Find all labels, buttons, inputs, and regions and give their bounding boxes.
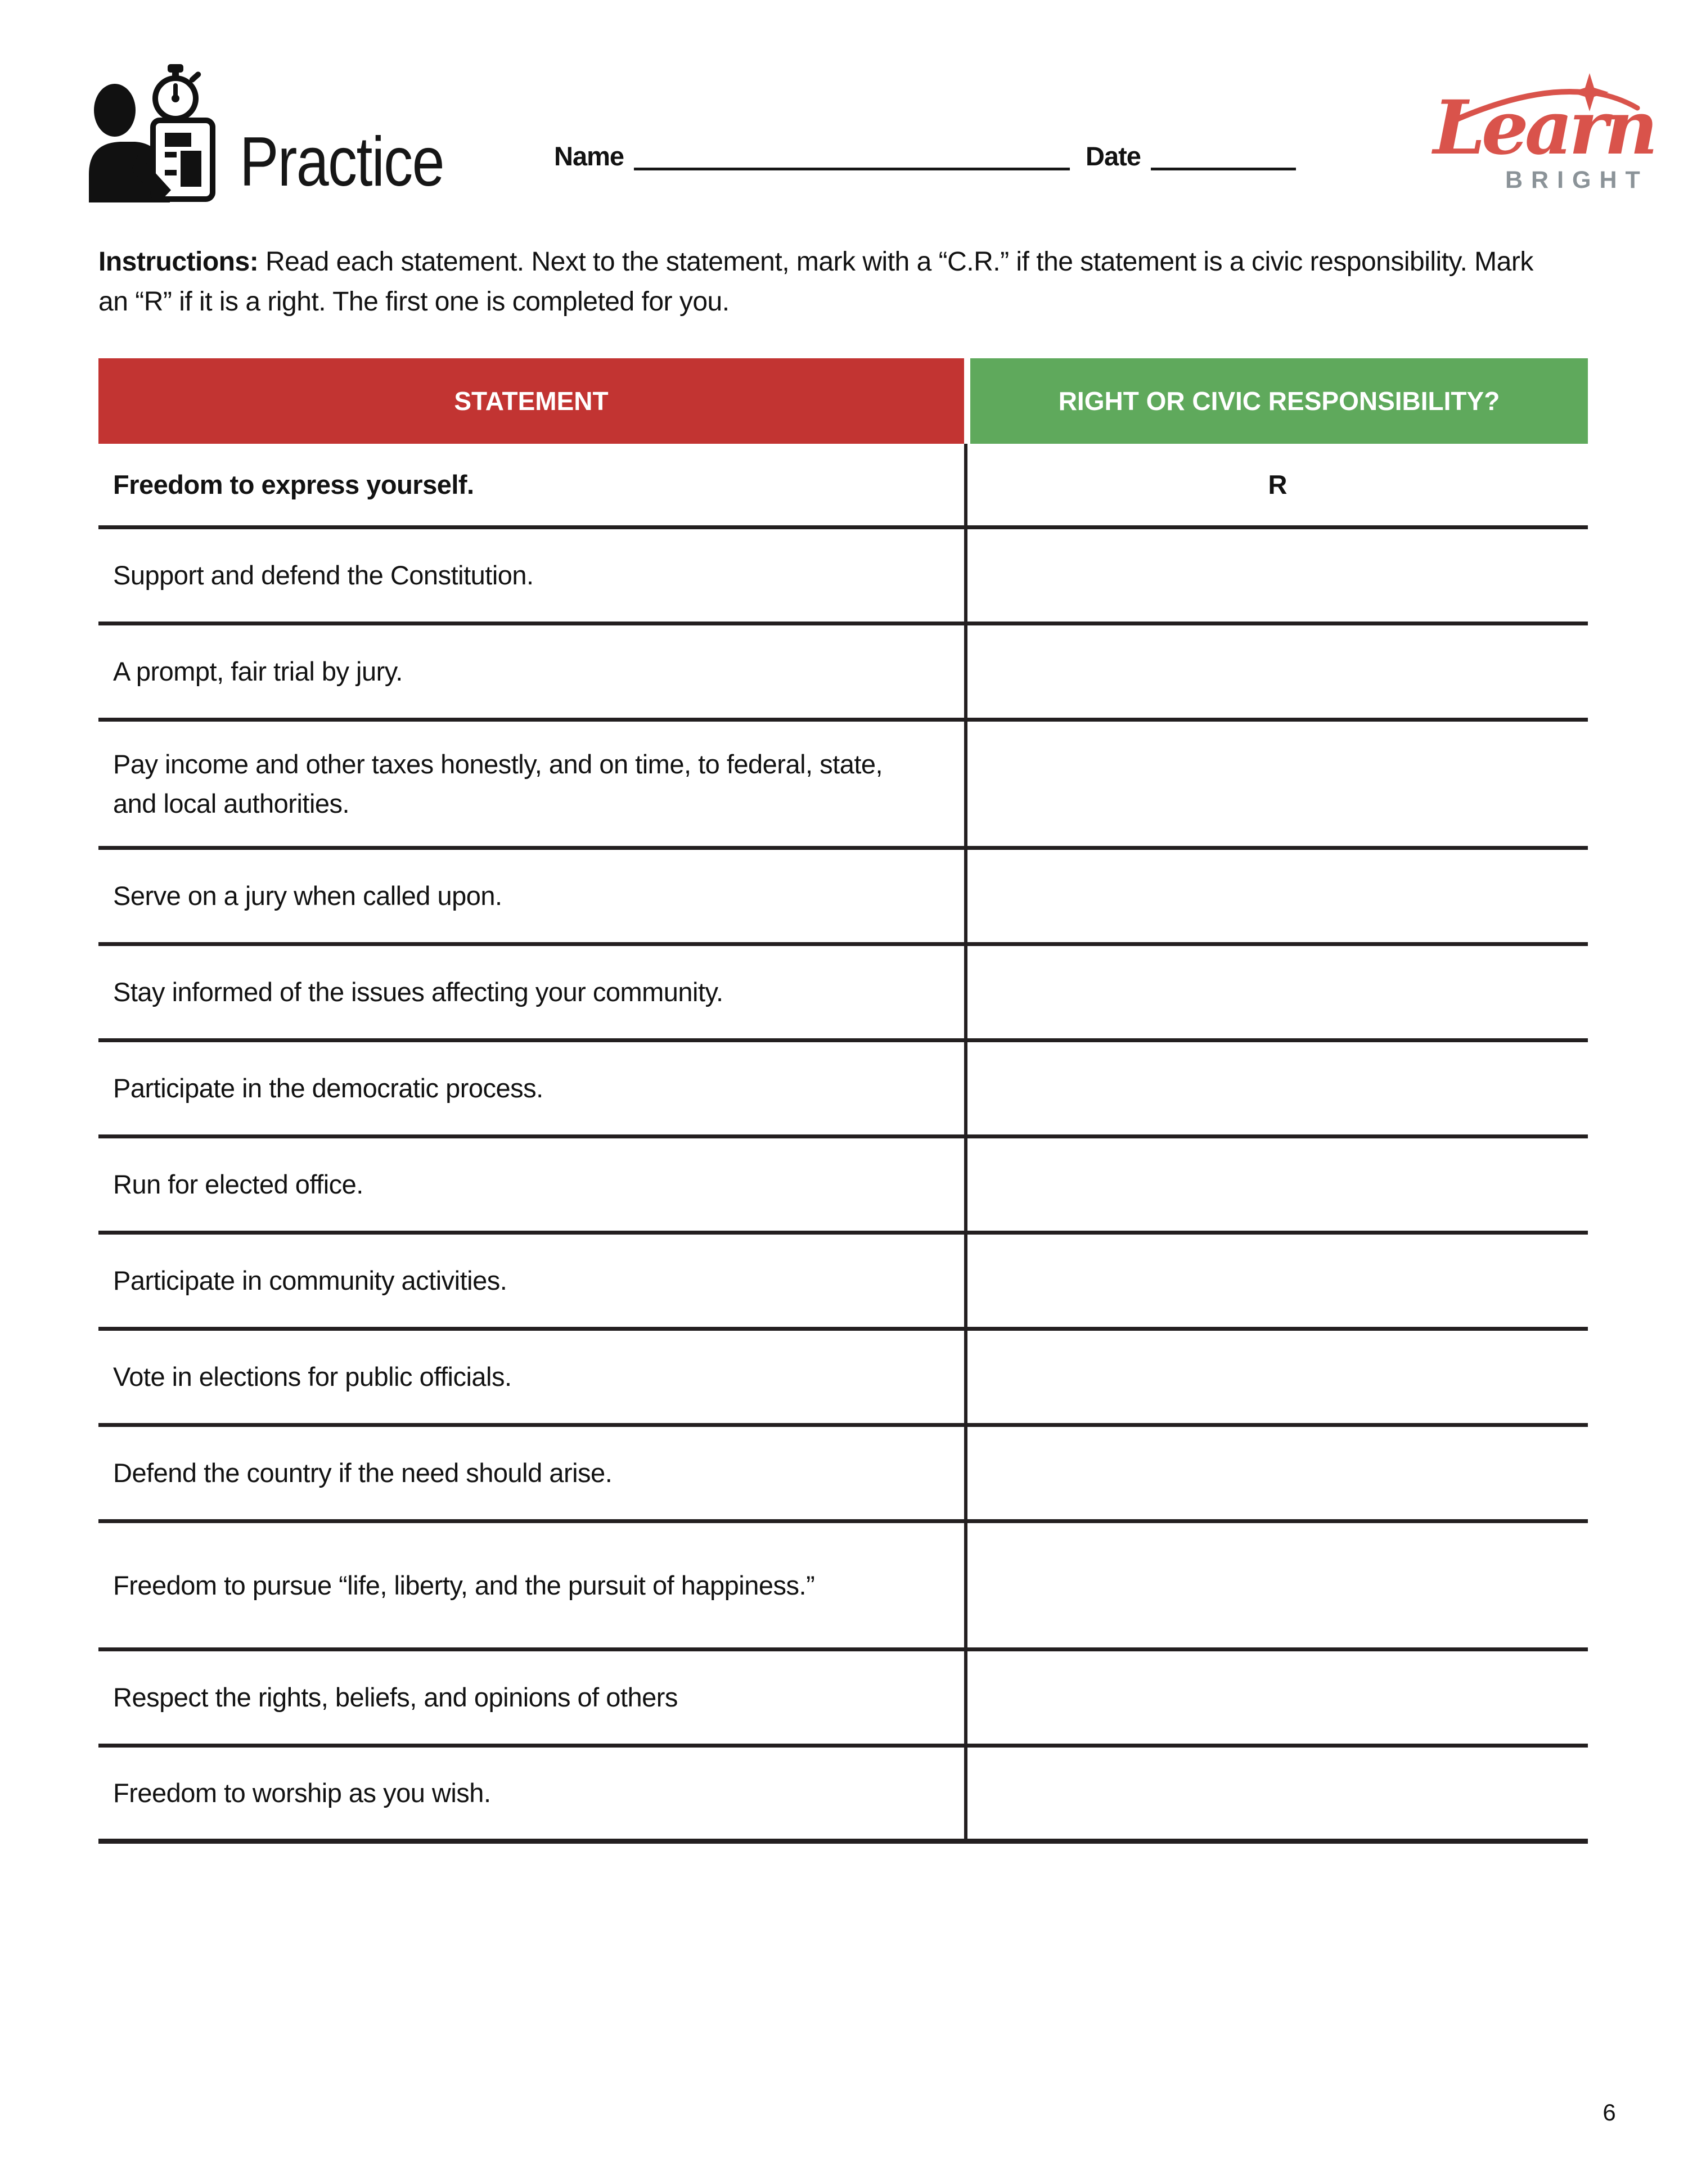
answer-cell[interactable] bbox=[967, 1235, 1588, 1327]
statement-cell: Serve on a jury when called upon. bbox=[98, 850, 967, 942]
answer-cell[interactable] bbox=[967, 1427, 1588, 1519]
table-row bbox=[98, 946, 1588, 1042]
statement-cell: A prompt, fair trial by jury. bbox=[98, 625, 967, 718]
statement-cell: Participate in community activities. bbox=[98, 1235, 967, 1327]
answer-cell[interactable] bbox=[967, 1331, 1588, 1423]
answer-cell[interactable] bbox=[967, 1138, 1588, 1231]
logo-bright-text: BRIGHT bbox=[1505, 166, 1649, 193]
answer-cell[interactable] bbox=[967, 1042, 1588, 1134]
table-row bbox=[98, 529, 1588, 625]
table-row bbox=[98, 1523, 1588, 1651]
answer-cell[interactable] bbox=[967, 1748, 1588, 1839]
table-header-row bbox=[98, 358, 1588, 444]
statement-cell: Freedom to express yourself. bbox=[98, 444, 967, 525]
table-row bbox=[98, 1235, 1588, 1331]
instructions-paragraph bbox=[98, 242, 1550, 322]
statement-cell: Respect the rights, beliefs, and opinions of others bbox=[98, 1651, 967, 1744]
date-blank-line[interactable] bbox=[1151, 164, 1296, 170]
answer-cell[interactable] bbox=[967, 946, 1588, 1038]
learn-bright-logo bbox=[1433, 72, 1654, 194]
answer-cell[interactable] bbox=[967, 1651, 1588, 1744]
statement-cell: Vote in elections for public officials. bbox=[98, 1331, 967, 1423]
statement-cell: Stay informed of the issues affecting your community. bbox=[98, 946, 967, 1038]
statement-cell: Freedom to pursue “life, liberty, and the pursuit of happiness.” bbox=[98, 1523, 967, 1647]
table-row bbox=[98, 1042, 1588, 1138]
statement-table bbox=[98, 358, 1588, 1844]
table-row bbox=[98, 1331, 1588, 1427]
statement-cell: Freedom to worship as you wish. bbox=[98, 1748, 967, 1839]
table-body bbox=[98, 444, 1588, 1844]
table-row bbox=[98, 1427, 1588, 1523]
table-row bbox=[98, 850, 1588, 946]
name-label: Name bbox=[554, 141, 624, 171]
person-clipboard-stopwatch-icon bbox=[85, 63, 226, 202]
answer-column-header: RIGHT OR CIVIC RESPONSIBILITY? bbox=[970, 358, 1588, 444]
statement-cell: Participate in the democratic process. bbox=[98, 1042, 967, 1134]
answer-cell[interactable] bbox=[967, 850, 1588, 942]
statement-cell: Pay income and other taxes honestly, and on time, to federal, state, and local authorities. bbox=[98, 722, 967, 846]
statement-cell: Support and defend the Constitution. bbox=[98, 529, 967, 622]
table-row bbox=[98, 1138, 1588, 1235]
answer-cell[interactable] bbox=[967, 722, 1588, 846]
answer-cell[interactable] bbox=[967, 529, 1588, 622]
statement-column-header: STATEMENT bbox=[98, 358, 964, 444]
table-row bbox=[98, 722, 1588, 850]
statement-cell: Defend the country if the need should arise. bbox=[98, 1427, 967, 1519]
answer-cell[interactable] bbox=[967, 625, 1588, 718]
answer-cell[interactable]: R bbox=[1268, 470, 1288, 499]
date-label: Date bbox=[1086, 141, 1141, 171]
instructions-text: Read each statement. Next to the statement, mark with a “C.R.” if the statement is a civic responsibility. Mark an “R” if it is a right. The first one is completed for you. bbox=[98, 247, 1533, 317]
logo-learn-text: Learn bbox=[1433, 84, 1654, 172]
page-number: 6 bbox=[1603, 2099, 1616, 2126]
name-date-row bbox=[554, 141, 1296, 172]
table-row bbox=[98, 444, 1588, 529]
name-blank-line[interactable] bbox=[634, 164, 1070, 170]
worksheet-type-title: Practice bbox=[240, 123, 444, 201]
statement-cell: Run for elected office. bbox=[98, 1138, 967, 1231]
answer-cell[interactable] bbox=[967, 1523, 1588, 1647]
instructions-label: Instructions: bbox=[98, 247, 259, 277]
table-row bbox=[98, 625, 1588, 722]
table-row bbox=[98, 1651, 1588, 1748]
practice-brand bbox=[85, 63, 483, 202]
table-row bbox=[98, 1748, 1588, 1844]
